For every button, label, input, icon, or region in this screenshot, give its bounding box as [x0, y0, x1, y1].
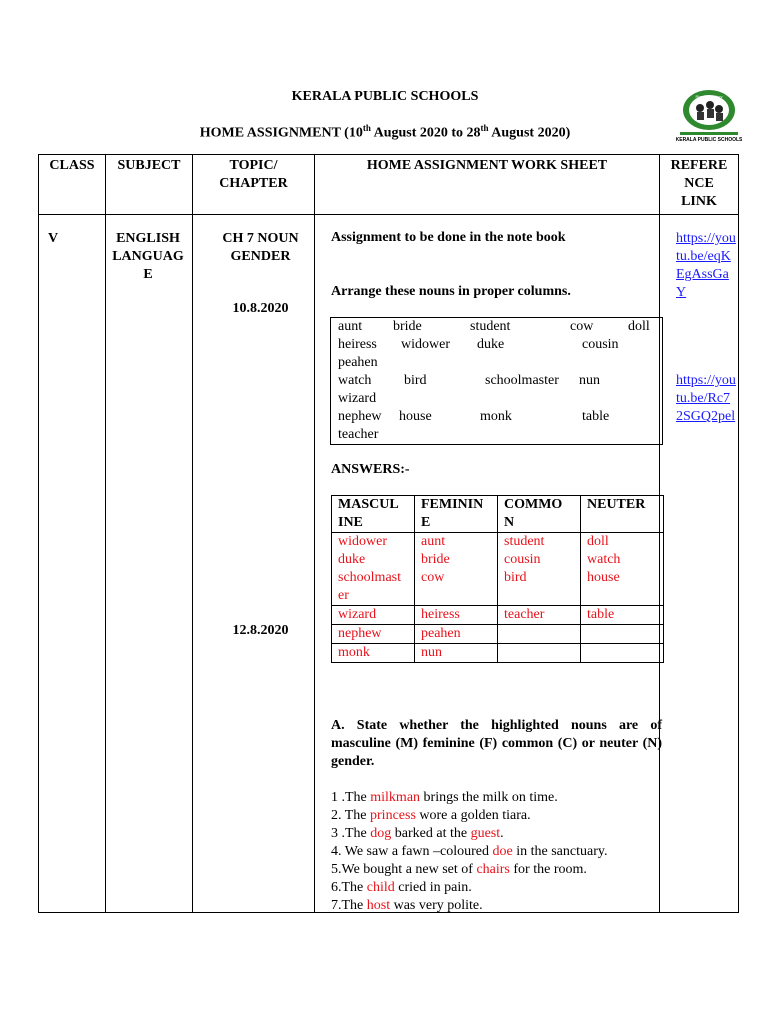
answers-cell-empty [581, 644, 664, 663]
answers-cell-empty [498, 625, 581, 644]
reference-cell [660, 215, 739, 913]
answer-word: schoolmast [338, 570, 401, 585]
reference-link-1[interactable] [676, 230, 736, 302]
subject-line: ENGLISH [116, 231, 180, 246]
school-title: KERALA PUBLIC SCHOOLS [291, 89, 479, 104]
topic-cell [193, 215, 315, 913]
sentence-text: 3 .The [331, 826, 371, 841]
date-2: 12.8.2020 [232, 623, 289, 638]
noun: student [470, 319, 511, 334]
nouns-row [338, 336, 658, 354]
noun: peahen [338, 355, 378, 370]
answer-word: bride [421, 552, 450, 567]
noun: schoolmaster [485, 373, 559, 388]
link-line[interactable]: EgAssGa [676, 267, 729, 282]
header-class: CLASS [39, 155, 106, 215]
answers-header-line: E [421, 515, 431, 530]
class-value: V [48, 231, 59, 246]
answers-cell: monk [332, 644, 415, 663]
answer-word: widower [338, 534, 387, 549]
answers-cell [415, 533, 498, 606]
logo-motto: Rise with Glory [695, 94, 723, 99]
answer-word: duke [338, 552, 366, 567]
highlighted-noun: guest [470, 826, 501, 841]
answers-cell: nephew [332, 625, 415, 644]
sentence-text: 4. We saw a fawn –coloured [331, 844, 493, 859]
highlighted-noun: princess [370, 808, 416, 823]
sentence [331, 843, 607, 861]
sentences-list [331, 789, 607, 915]
superscript: th [480, 123, 489, 133]
noun: nun [579, 373, 600, 388]
noun: wizard [338, 391, 377, 406]
nouns-row [338, 426, 658, 444]
link-line[interactable]: https://you [676, 373, 736, 388]
answer-word: er [338, 588, 349, 603]
answers-cell: wizard [332, 606, 415, 625]
link-line[interactable]: tu.be/Rc7 [676, 391, 731, 406]
noun: duke [477, 337, 505, 352]
nouns-row [338, 408, 658, 426]
nouns-row [338, 390, 658, 408]
reference-link-2[interactable] [676, 372, 736, 426]
answers-header [498, 496, 581, 533]
header-worksheet: HOME ASSIGNMENT WORK SHEET [315, 155, 660, 215]
answers-table [331, 495, 664, 663]
sentence-text: in the sanctuary. [512, 844, 608, 859]
answer-word: house [587, 570, 620, 585]
answers-cell: teacher [498, 606, 581, 625]
subtitle-part: HOME ASSIGNMENT (10 [199, 125, 363, 141]
answers-cell [581, 533, 664, 606]
noun: doll [628, 319, 650, 334]
topic-line: CH 7 NOUN [222, 231, 299, 246]
sentence-text: . [500, 826, 504, 841]
highlighted-noun: milkman [370, 790, 421, 805]
link-line[interactable]: tu.be/eqK [676, 249, 731, 264]
answer-word: bird [504, 570, 527, 585]
answers-header [415, 496, 498, 533]
subtitle-part: August 2020 to 28 [370, 125, 481, 141]
sentence [331, 897, 607, 915]
school-logo [676, 88, 742, 144]
header-subject: SUBJECT [106, 155, 193, 215]
highlighted-noun: child [366, 880, 395, 895]
noun: heiress [338, 337, 377, 352]
answer-word: cousin [504, 552, 541, 567]
noun: aunt [338, 319, 363, 334]
assignment-subtitle [0, 123, 770, 142]
nouns-row [338, 318, 658, 336]
link-line[interactable]: Y [676, 285, 687, 300]
instruction-text: Assignment to be done in the note book [331, 230, 566, 245]
noun: widower [401, 337, 450, 352]
answer-word: doll [587, 534, 609, 549]
answers-header-line: NEUTER [587, 497, 646, 512]
sentence-text: 2. The [331, 808, 371, 823]
noun: table [582, 409, 610, 424]
answer-word: cow [421, 570, 445, 585]
answers-header [581, 496, 664, 533]
subject-value [105, 230, 191, 284]
sentence-text: 6.The [331, 880, 367, 895]
task-text: Arrange these nouns in proper columns. [331, 284, 571, 299]
answers-header-line: N [504, 515, 515, 530]
noun: nephew [338, 409, 382, 424]
header-topic [193, 155, 315, 215]
answers-cell: heiress [415, 606, 498, 625]
sentence [331, 861, 607, 879]
superscript: th [362, 123, 371, 133]
sentence [331, 789, 607, 807]
header-reference-line: REFERE [670, 158, 728, 173]
nouns-list [338, 318, 658, 444]
highlighted-noun: doe [492, 844, 513, 859]
link-line[interactable]: https://you [676, 231, 736, 246]
answers-cell: nun [415, 644, 498, 663]
answers-cell-empty [498, 644, 581, 663]
noun: bird [404, 373, 427, 388]
subject-line: LANGUAG [112, 249, 184, 264]
class-cell [39, 215, 106, 913]
topic-value [200, 230, 321, 266]
subtitle-part: August 2020) [488, 125, 571, 141]
sentence-text: 7.The [331, 898, 367, 913]
sentence-text: brings the milk on time. [420, 790, 558, 805]
question-a: A. State whether the highlighted nouns are of masculine (M) feminine (F) common (C) or neuter (N) gender. [331, 718, 662, 769]
highlighted-noun: host [366, 898, 391, 913]
answers-header [332, 496, 415, 533]
answers-cell [498, 533, 581, 606]
sentence-text: 5.We bought a new set of [331, 862, 477, 877]
answers-cell-empty [581, 625, 664, 644]
answers-header-line: MASCUL [338, 497, 399, 512]
header-reference-line: LINK [681, 194, 717, 209]
sentence-text: for the room. [509, 862, 587, 877]
header-reference [660, 155, 739, 215]
nouns-row [338, 354, 658, 372]
subject-line: E [143, 267, 153, 282]
sentence [331, 807, 607, 825]
sentence-text: was very polite. [390, 898, 483, 913]
header-topic-line: TOPIC/ [229, 158, 278, 173]
topic-line: GENDER [230, 249, 291, 264]
answers-header-line: FEMININ [421, 497, 484, 512]
nouns-row [338, 372, 658, 390]
sentence-text: cried in pain. [394, 880, 472, 895]
highlighted-noun: chairs [476, 862, 510, 877]
sentence [331, 825, 607, 843]
date-1: 10.8.2020 [232, 301, 289, 316]
answers-cell: peahen [415, 625, 498, 644]
answer-word: watch [587, 552, 621, 567]
noun: bride [393, 319, 422, 334]
highlighted-noun: dog [370, 826, 392, 841]
answers-cell: table [581, 606, 664, 625]
answer-word: aunt [421, 534, 446, 549]
answers-header-line: COMMO [504, 497, 563, 512]
sentence-text: wore a golden tiara. [415, 808, 531, 823]
sentence-text: 1 .The [331, 790, 371, 805]
noun: house [399, 409, 432, 424]
sentence-text: barked at the [391, 826, 471, 841]
subject-cell [106, 215, 193, 913]
header-reference-line: NCE [684, 176, 714, 191]
logo-text: KERALA PUBLIC SCHOOLS [676, 137, 742, 143]
answers-cell [332, 533, 415, 606]
answer-word: student [504, 534, 545, 549]
noun: cow [570, 319, 594, 334]
noun: watch [338, 373, 372, 388]
header-topic-line: CHAPTER [219, 176, 288, 191]
noun: cousin [582, 337, 619, 352]
answers-header-line: INE [338, 515, 363, 530]
noun: monk [480, 409, 512, 424]
answers-label: ANSWERS:- [331, 462, 410, 477]
link-line[interactable]: 2SGQ2pel [676, 409, 736, 424]
noun: teacher [338, 427, 379, 442]
sentence [331, 879, 607, 897]
